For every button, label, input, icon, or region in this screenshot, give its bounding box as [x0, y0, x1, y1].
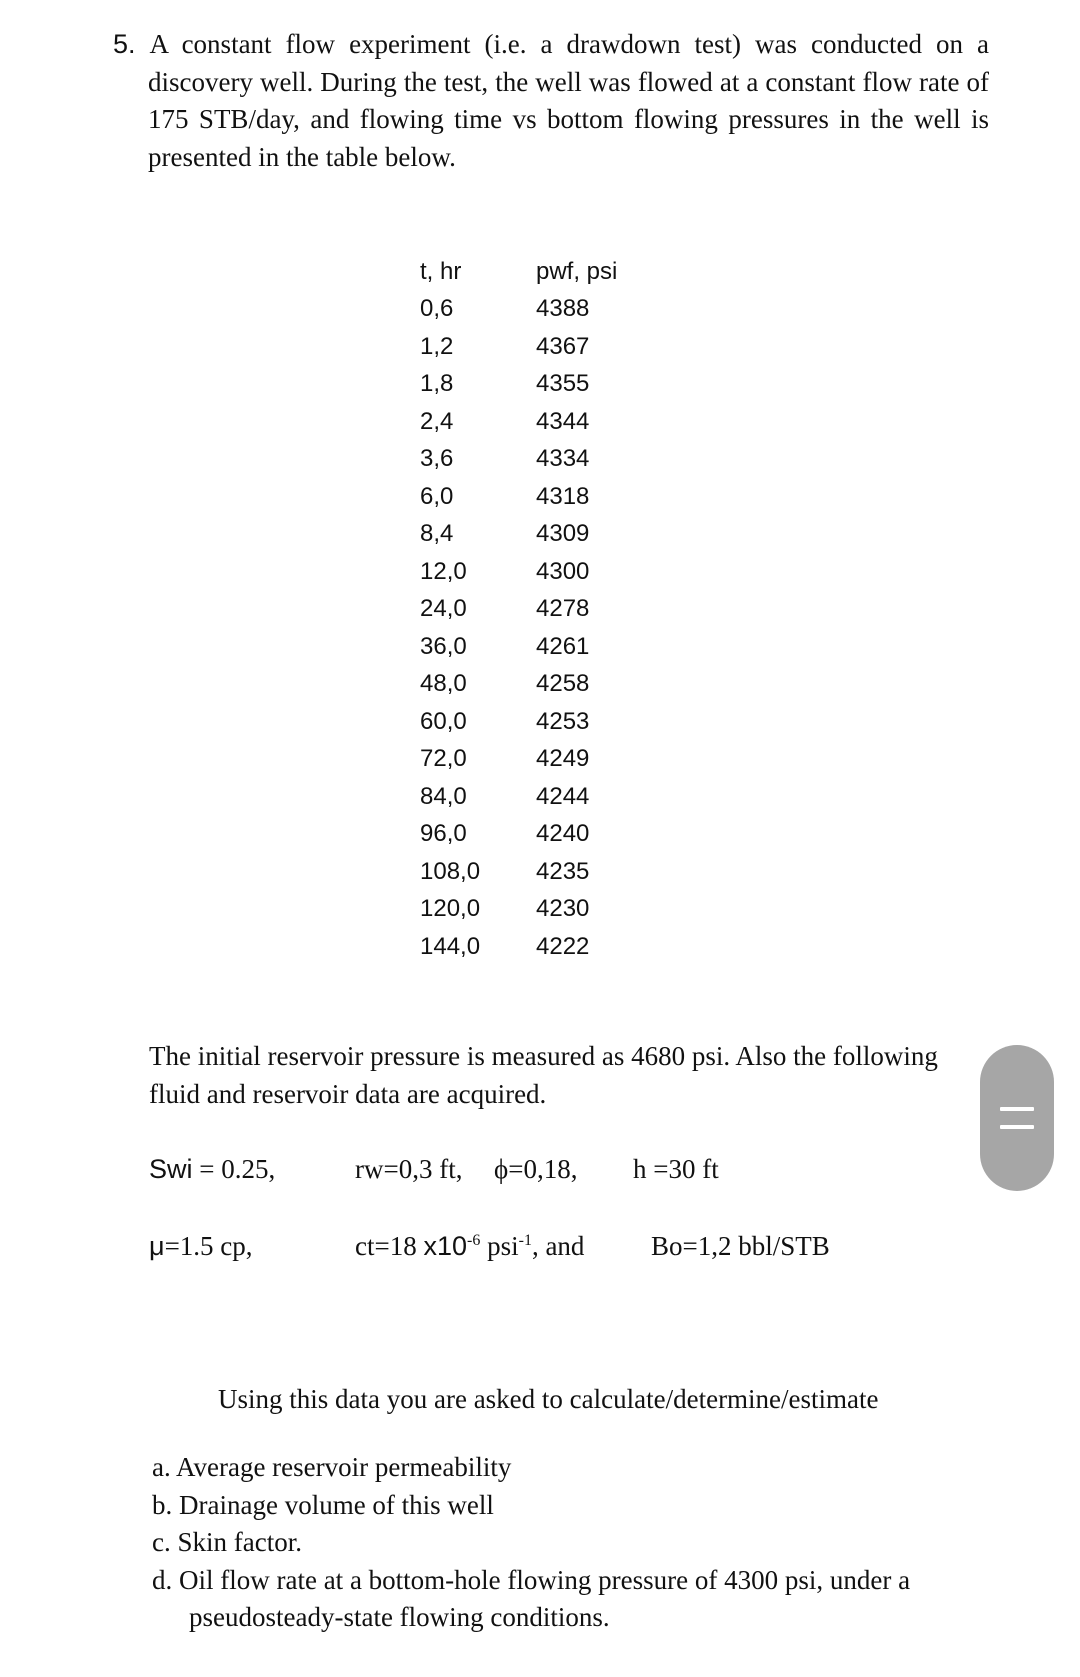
table-row	[420, 778, 656, 816]
time-cell: 1,8	[420, 370, 454, 398]
ct-x10: x10	[423, 1231, 468, 1261]
header-time: t, hr	[420, 257, 462, 285]
pressure-time-table	[420, 253, 656, 966]
mu-value: =1.5 cp,	[164, 1231, 253, 1261]
table-row	[420, 478, 656, 516]
pressure-cell: 4344	[536, 407, 590, 435]
time-cell: 84,0	[420, 782, 467, 810]
param-rw: rw=0,3 ft,	[355, 1154, 463, 1184]
scroll-handle[interactable]	[980, 1045, 1054, 1191]
pressure-cell: 4318	[536, 482, 590, 510]
problem-number: 5.	[113, 29, 136, 59]
ct-unit: psi	[480, 1231, 519, 1261]
table-row	[420, 553, 656, 591]
table-row	[420, 291, 656, 329]
time-cell: 1,2	[420, 332, 454, 360]
pressure-cell: 4222	[536, 932, 590, 960]
ct-exponent: -6	[467, 1232, 481, 1249]
table-row	[420, 891, 656, 929]
pressure-cell: 4230	[536, 895, 590, 923]
pressure-cell: 4388	[536, 295, 590, 323]
swi-label: Swi	[149, 1154, 193, 1184]
ask-statement: Using this data you are asked to calculate/determine/estimate	[218, 1384, 879, 1414]
table-row	[420, 328, 656, 366]
time-cell: 0,6	[420, 295, 454, 323]
param-phi: ϕ=0,18,	[494, 1154, 578, 1184]
time-cell: 24,0	[420, 595, 467, 623]
time-cell: 8,4	[420, 520, 454, 548]
pressure-cell: 4355	[536, 370, 590, 398]
pressure-cell: 4334	[536, 445, 590, 473]
pressure-cell: 4309	[536, 520, 590, 548]
pressure-cell: 4253	[536, 707, 590, 735]
mu-symbol: μ	[149, 1231, 165, 1261]
reservoir-paragraph: The initial reservoir pressure is measured as 4680 psi. Also the following fluid and reservoir data are acquired.	[149, 1041, 938, 1109]
time-cell: 60,0	[420, 707, 467, 735]
time-cell: 2,4	[420, 407, 454, 435]
pressure-cell: 4244	[536, 782, 590, 810]
time-cell: 6,0	[420, 482, 454, 510]
question-list	[152, 1449, 992, 1637]
time-cell: 3,6	[420, 445, 454, 473]
question-b: b. Drainage volume of this well	[152, 1489, 494, 1520]
time-cell: 144,0	[420, 932, 481, 960]
handle-grip-line-bottom	[1000, 1125, 1034, 1129]
table-row	[420, 516, 656, 554]
time-cell: 36,0	[420, 632, 467, 660]
time-cell: 48,0	[420, 670, 467, 698]
table-row	[420, 366, 656, 404]
question-c: c. Skin factor.	[152, 1527, 302, 1557]
header-pressure: pwf, psi	[536, 257, 618, 285]
param-swi	[149, 1152, 275, 1186]
pressure-cell: 4261	[536, 632, 590, 660]
time-cell: 108,0	[420, 857, 481, 885]
table-row	[420, 441, 656, 479]
table-row	[420, 928, 656, 966]
param-bo: Bo=1,2 bbl/STB	[651, 1231, 830, 1261]
table-row	[420, 628, 656, 666]
problem-intro-text: A constant flow experiment (i.e. a drawdown test) was conducted on a discovery well. During the test, the well was flowed at a constant flow rate of 175 STB/day, and flowing time vs bottom flowing pressures in the well is presented in the table below.	[148, 29, 989, 172]
ct-prefix: ct=18	[355, 1231, 424, 1261]
time-cell: 96,0	[420, 820, 467, 848]
param-h: h =30 ft	[633, 1154, 719, 1184]
time-cell: 120,0	[420, 895, 481, 923]
table-row	[420, 591, 656, 629]
table-row	[420, 741, 656, 779]
table-header-row	[420, 253, 656, 291]
time-cell: 12,0	[420, 557, 467, 585]
table-row	[420, 816, 656, 854]
table-row	[420, 403, 656, 441]
table-row	[420, 853, 656, 891]
question-a: a. Average reservoir permeability	[152, 1452, 512, 1482]
question-d: d. Oil flow rate at a bottom-hole flowing pressure of 4300 psi, under a pseudosteady-state flowing conditions.	[152, 1564, 911, 1632]
param-ct	[355, 1229, 584, 1263]
param-mu	[149, 1229, 253, 1263]
handle-grip-line-top	[1000, 1107, 1034, 1111]
swi-value: = 0.25,	[192, 1154, 276, 1184]
pressure-cell: 4300	[536, 557, 590, 585]
pressure-cell: 4278	[536, 595, 590, 623]
pressure-cell: 4249	[536, 745, 590, 773]
table-row	[420, 666, 656, 704]
table-row	[420, 703, 656, 741]
pressure-cell: 4367	[536, 332, 590, 360]
pressure-cell: 4235	[536, 857, 590, 885]
pressure-cell: 4258	[536, 670, 590, 698]
ct-unit-exponent: -1	[518, 1232, 532, 1249]
time-cell: 72,0	[420, 745, 467, 773]
ct-suffix: , and	[531, 1231, 585, 1261]
pressure-cell: 4240	[536, 820, 590, 848]
problem-statement	[113, 26, 989, 176]
